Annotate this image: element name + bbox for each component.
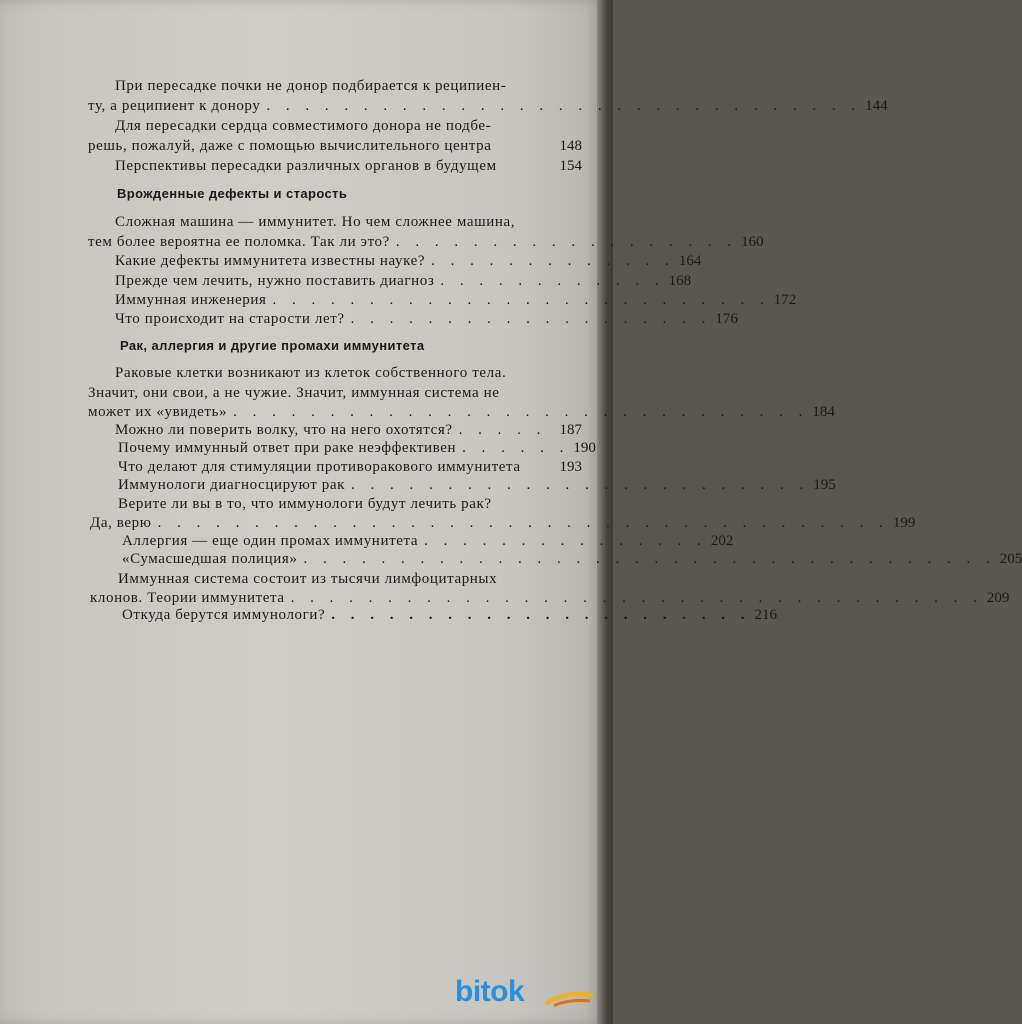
toc-page-number: 209	[986, 590, 1010, 606]
leader-dots: . . . . . . . . . . . . . . . . . . . . . . . .	[351, 477, 810, 493]
toc-entry-text: Да, верю	[90, 515, 152, 531]
toc-entry-line: Иммунная система состоит из тысячи лимфоцитарных	[118, 571, 498, 587]
leader-dots: . . . . . . . . . . . . . . . . . . .	[350, 311, 712, 327]
toc-entry-text: клонов. Теории иммунитета	[90, 590, 285, 606]
toc-entry	[88, 137, 582, 155]
leader-dots: . . . . . . . . . . . . . . .	[424, 533, 707, 549]
toc-entry	[118, 439, 596, 457]
toc-entry-text: Что происходит на старости лет?	[115, 311, 345, 327]
toc-page-number: 172	[773, 292, 797, 308]
section-heading: Рак, аллергия и другие промахи иммунитета	[120, 338, 425, 353]
toc-entry	[115, 291, 797, 309]
toc-entry-text: Что делают для стимуляции противоракового иммунитета	[118, 459, 521, 475]
toc-page-number: 168	[668, 273, 692, 289]
toc-page-number: 205	[999, 551, 1022, 567]
toc-entry-text: Прежде чем лечить, нужно поставить диагноз	[115, 273, 435, 289]
watermark-logo: bitok	[455, 975, 525, 1008]
toc-entry	[122, 532, 734, 550]
toc-entry	[115, 421, 582, 439]
leader-dots: . . . . . .	[462, 440, 570, 456]
toc-page-number: 160	[741, 234, 764, 250]
toc-entry	[90, 514, 916, 532]
leader-dots: . . . . . . . . . . . . . . . . . . . . . . . . . . . . . . . . . . . . . .	[157, 515, 889, 531]
toc-entry-text: Иммунная инженерия	[115, 292, 267, 308]
toc-entry	[115, 157, 582, 175]
toc-entry-text: Перспективы пересадки различных органов в будущем	[115, 158, 497, 174]
leader-dots: . . . . . . . . . . . . . . . . . . . . . .	[331, 607, 751, 623]
toc-page-number: 148	[559, 138, 582, 154]
toc-page-number: 144	[865, 98, 888, 114]
toc-entry	[88, 97, 888, 115]
toc-entry	[90, 589, 1010, 607]
leader-dots: . . . . . . . . . . . . . . . . . . . . . . . . . . . . . . . . . . . .	[303, 551, 996, 567]
leader-dots: . . . . . . . . . . . . . . . . . . . . . . . . . . . . . . .	[266, 98, 862, 114]
toc-entry-line: При пересадке почки не донор подбирается к реципиен-	[115, 78, 507, 94]
toc-page-number: 176	[715, 311, 738, 327]
toc-entry	[115, 252, 702, 270]
toc-entry-line: Раковые клетки возникают из клеток собственного тела.	[115, 365, 507, 381]
toc-entry-text: Аллергия — еще один промах иммунитета	[122, 533, 419, 549]
toc-entry-text: Какие дефекты иммунитета известны науке?	[115, 253, 426, 269]
toc-page-number: 184	[812, 404, 835, 420]
toc-entry	[88, 233, 764, 251]
watermark-swoosh-icon	[545, 985, 595, 1009]
toc-entry-text: «Сумасшедшая полиция»	[122, 551, 298, 567]
toc-entry-line: Для пересадки сердца совместимого донора не подбе-	[115, 118, 492, 134]
toc-entry-line: Сложная машина — иммунитет. Но чем сложнее машина,	[115, 214, 516, 230]
toc-entry	[115, 310, 738, 328]
toc-entry	[115, 272, 692, 290]
toc-page-number: 164	[678, 253, 702, 269]
toc-page-number: 154	[559, 158, 582, 174]
toc-entry-text: может их «увидеть»	[88, 404, 228, 420]
toc-entry-text: Откуда берутся иммунологи?	[122, 607, 326, 623]
toc-entry	[122, 606, 778, 624]
toc-entry	[118, 458, 582, 476]
toc-entry-text: ту, а реципиент к донору	[88, 98, 261, 114]
leader-dots: . . . . . . . . . . . . . . . . . . . . . . . . . .	[272, 292, 770, 308]
leader-dots: . . . . .	[458, 422, 547, 438]
toc-entry-line: Значит, они свои, а не чужие. Значит, иммунная система не	[88, 385, 500, 401]
toc-entry-text: Иммунологи диагносцируют рак	[118, 477, 346, 493]
toc-entry-text: решь, пожалуй, даже с помощью вычислительного центра	[88, 138, 492, 154]
leader-dots: . . . . . . . . . . . . . . . . . . . . . . . . . . . . . . . . . . . .	[290, 590, 983, 606]
toc-entry-text: Почему иммунный ответ при раке неэффективен	[118, 440, 457, 456]
toc-entry	[88, 403, 835, 421]
toc-page-number: 193	[559, 459, 582, 475]
leader-dots: . . . . . . . . . . . . . . . . . . . . . . . . . . . . . .	[233, 404, 809, 420]
toc-page-number: 202	[710, 533, 734, 549]
toc-page-number: 195	[813, 477, 836, 493]
toc-page-number: 199	[892, 515, 916, 531]
toc-page-number: 190	[573, 440, 596, 456]
section-heading: Врожденные дефекты и старость	[117, 186, 348, 201]
toc-entry	[118, 476, 836, 494]
toc-entry-text: Можно ли поверить волку, что на него охотятся?	[115, 422, 453, 438]
toc-page-number: 187	[559, 422, 582, 438]
toc-entry	[122, 550, 1022, 568]
toc-page-number: 216	[754, 607, 778, 623]
leader-dots: . . . . . . . . . . . . . . . . . .	[395, 234, 738, 250]
toc-entry-text: тем более вероятна ее поломка. Так ли это?	[88, 234, 390, 250]
toc-entry-line: Верите ли вы в то, что иммунологи будут лечить рак?	[118, 496, 492, 512]
leader-dots: . . . . . . . . . . . .	[440, 273, 665, 289]
leader-dots: . . . . . . . . . . . . .	[431, 253, 675, 269]
